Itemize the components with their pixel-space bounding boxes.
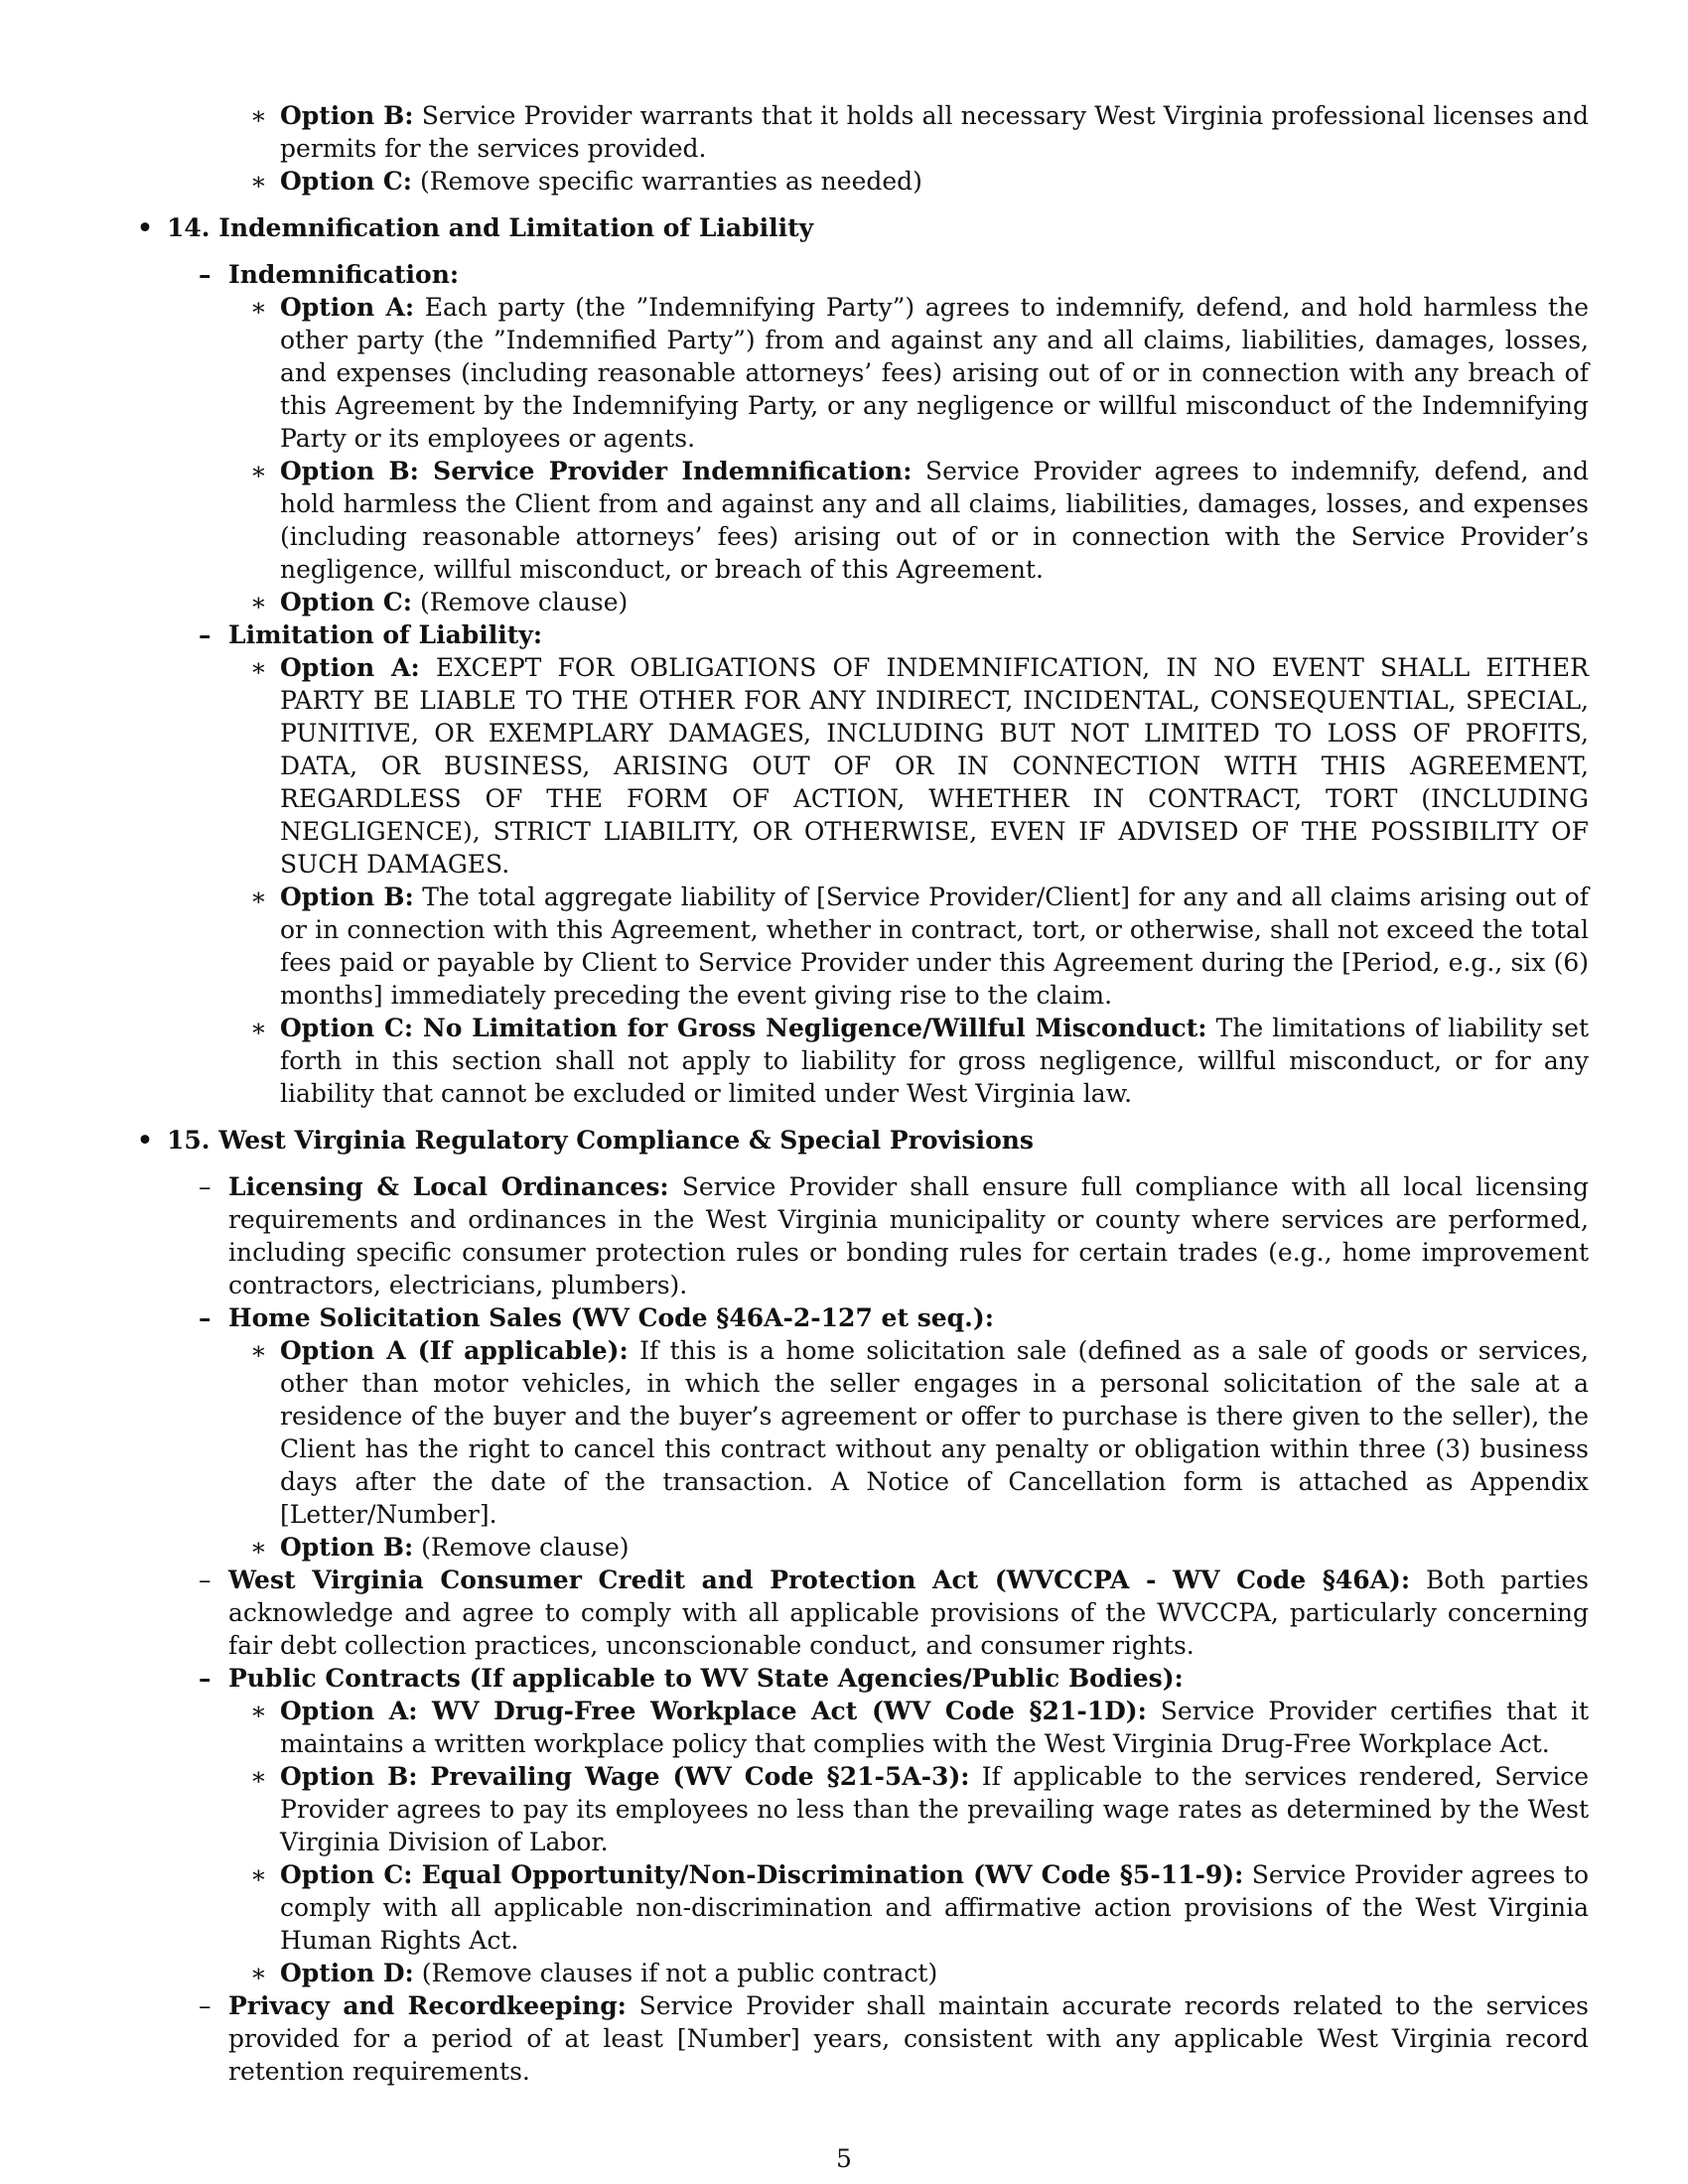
- option-label: Option B:: [280, 1533, 414, 1562]
- list-item: [129, 99, 1589, 165]
- dash-bullet: –: [199, 260, 211, 289]
- option-text: Service Provider warrants that it holds all necessary West Virginia professional licenses and permits for the services provided.: [280, 101, 1590, 163]
- asterisk-bullet: ∗: [250, 293, 267, 322]
- list-item: [129, 165, 1589, 198]
- list-item: [129, 651, 1589, 881]
- home-solicitation-heading: – Home Solicitation Sales (WV Code §46A-2-127 et seq.):: [199, 1303, 994, 1332]
- option-text: Each party (the ”Indemnifying Party”) agrees to indemnify, defend, and hold harmless the other party (the ”Indemnified Party”) from and against any and all claims, liabilities, damages, losses, and expenses (including reasonable attorneys’ fees) arising out of or in connection with any breach of this Agreement by the Indemnifying Party, or any negligence or willful misconduct of the Indemnifying Party or its employees or agents.: [280, 293, 1590, 453]
- list-item: [129, 1760, 1589, 1858]
- list-item: [129, 881, 1589, 1012]
- asterisk-bullet: ∗: [250, 101, 267, 130]
- option-text: Service Provider agrees to comply with all applicable non-discrimination and affirmative action provisions of the West Virginia Human Rights Act.: [280, 1860, 1589, 1955]
- privacy-clause: [129, 1989, 1589, 2088]
- option-label: Option C: No Limitation for Gross Negligence/Willful Misconduct:: [280, 1014, 1207, 1042]
- option-label: Option B: Prevailing Wage (WV Code §21-5A-3):: [280, 1762, 970, 1791]
- clause-text: Service Provider shall ensure full compliance with all local licensing requirements and ordinances in the West Virginia municipality or county where services are performed, including specific consumer protection rules or bonding rules for certain trades (e.g., home improvement contractors, electricians, plumbers).: [228, 1172, 1589, 1299]
- list-item: [129, 1957, 1589, 1989]
- list-item: [129, 586, 1589, 618]
- clause-label: West Virginia Consumer Credit and Protection Act (WVCCPA - WV Code §46A):: [228, 1566, 1411, 1594]
- asterisk-bullet: ∗: [250, 1959, 267, 1987]
- option-label: Option A (If applicable):: [280, 1336, 629, 1365]
- option-label: Option A:: [280, 653, 420, 682]
- clause-label: Licensing & Local Ordinances:: [228, 1172, 669, 1201]
- dash-bullet: –: [199, 1991, 211, 2020]
- clause-text: Both parties acknowledge and agree to comply with all applicable provisions of the WVCCPA, particularly concerning fair debt collection practices, unconscionable conduct, and consumer rights.: [228, 1566, 1589, 1660]
- asterisk-bullet: ∗: [250, 653, 267, 682]
- bullet: •: [137, 1126, 153, 1155]
- clause-text: Service Provider shall maintain accurate records related to the services provided for a period of at least [Number] years, consistent with any applicable West Virginia record retention requirements.: [228, 1991, 1589, 2086]
- option-label: Option C:: [280, 167, 412, 196]
- option-text: If this is a home solicitation sale (defined as a sale of goods or services, other than motor vehicles, in which the seller engages in a personal solicitation of the sale at a residence of the buyer and the buyer’s agreement or offer to purchase is there given to the seller), the Client has the right to cancel this contract without any penalty or obligation within three (3) business days after the date of the transaction. A Notice of Cancellation form is attached as Appendix [Letter/Number].: [280, 1336, 1589, 1529]
- wvccpa-clause: [129, 1564, 1589, 1662]
- option-label: Option C:: [280, 588, 412, 616]
- list-item: [129, 1531, 1589, 1564]
- option-text: (Remove clause): [419, 588, 629, 616]
- option-text: The limitations of liability set forth in this section shall not apply to liability for gross negligence, willful misconduct, or for any liability that cannot be excluded or limited under West Virginia law.: [280, 1014, 1589, 1108]
- asterisk-bullet: ∗: [250, 1697, 267, 1725]
- page-number: 5: [836, 2144, 852, 2173]
- asterisk-bullet: ∗: [250, 1762, 267, 1791]
- dash-bullet: –: [199, 1566, 211, 1594]
- option-label: Option B:: [280, 101, 414, 130]
- asterisk-bullet: ∗: [250, 883, 267, 911]
- dash-bullet: –: [199, 1172, 211, 1201]
- option-text: If applicable to the services rendered, Service Provider agrees to pay its employees no less than the prevailing wage rates as determined by the West Virginia Division of Labor.: [280, 1762, 1589, 1856]
- asterisk-bullet: ∗: [250, 1014, 267, 1042]
- list-item: [129, 1012, 1589, 1110]
- option-text: The total aggregate liability of [Service Provider/Client] for any and all claims arising out of or in connection with this Agreement, whether in contract, tort, or otherwise, shall not exceed the total fees paid or payable by Client to Service Provider under this Agreement during the [Period, e.g., six (6) months] immediately preceding the event giving rise to the claim.: [280, 883, 1589, 1010]
- option-label: Option B: Service Provider Indemnification:: [280, 457, 913, 485]
- option-text: EXCEPT FOR OBLIGATIONS OF INDEMNIFICATION, IN NO EVENT SHALL EITHER PARTY BE LIABLE TO THE OTHER FOR ANY INDIRECT, INCIDENTAL, CONSEQUENTIAL, SPECIAL, PUNITIVE, OR EXEMPLARY DAMAGES, INCLUDING BUT NOT LIMITED TO LOSS OF PROFITS, DATA, OR BUSINESS, ARISING OUT OF OR IN CONNECTION WITH THIS AGREEMENT, REGARDLESS OF THE FORM OF ACTION, WHETHER IN CONTRACT, TORT (INCLUDING NEGLIGENCE), STRICT LIABILITY, OR OTHERWISE, EVEN IF ADVISED OF THE POSSIBILITY OF SUCH DAMAGES.: [280, 653, 1590, 879]
- option-label: Option B:: [280, 883, 414, 911]
- list-item: [129, 291, 1589, 455]
- dash-bullet: –: [199, 620, 211, 649]
- option-label: Option A:: [280, 293, 415, 322]
- option-text: (Remove clause): [421, 1533, 630, 1562]
- clause-label: Privacy and Recordkeeping:: [228, 1991, 627, 2020]
- option-text: Service Provider agrees to indemnify, defend, and hold harmless the Client from and against any and all claims, liabilities, damages, losses, and expenses (including reasonable attorneys’ fees) arising out of or in connection with the Service Provider’s negligence, willful misconduct, or breach of this Agreement.: [280, 457, 1589, 584]
- asterisk-bullet: ∗: [250, 167, 267, 196]
- bullet: •: [137, 213, 153, 242]
- list-item: [129, 1334, 1589, 1531]
- section-15-heading: • 15. West Virginia Regulatory Compliance & Special Provisions: [137, 1126, 1035, 1155]
- document-body: [129, 99, 1589, 2088]
- licensing-clause: [129, 1170, 1589, 1301]
- limitation-heading: – Limitation of Liability:: [199, 620, 543, 649]
- option-text: (Remove specific warranties as needed): [419, 167, 922, 196]
- section-14-heading: • 14. Indemnification and Limitation of Liability: [137, 213, 814, 242]
- asterisk-bullet: ∗: [250, 588, 267, 616]
- asterisk-bullet: ∗: [250, 1533, 267, 1562]
- option-label: Option C: Equal Opportunity/Non-Discrimination (WV Code §5-11-9):: [280, 1860, 1244, 1889]
- public-contracts-heading: – Public Contracts (If applicable to WV State Agencies/Public Bodies):: [199, 1664, 1184, 1693]
- list-item: [129, 1695, 1589, 1760]
- asterisk-bullet: ∗: [250, 1336, 267, 1365]
- asterisk-bullet: ∗: [250, 1860, 267, 1889]
- option-text: Service Provider certifies that it maintains a written workplace policy that complies with the West Virginia Drug-Free Workplace Act.: [280, 1697, 1589, 1758]
- list-item: [129, 455, 1589, 586]
- option-text: (Remove clauses if not a public contract): [421, 1959, 938, 1987]
- dash-bullet: –: [199, 1664, 211, 1693]
- asterisk-bullet: ∗: [250, 457, 267, 485]
- list-item: [129, 1858, 1589, 1957]
- option-label: Option D:: [280, 1959, 414, 1987]
- option-label: Option A: WV Drug-Free Workplace Act (WV Code §21-1D):: [280, 1697, 1147, 1725]
- dash-bullet: –: [199, 1303, 211, 1332]
- indemnification-heading: – Indemnification:: [199, 260, 460, 289]
